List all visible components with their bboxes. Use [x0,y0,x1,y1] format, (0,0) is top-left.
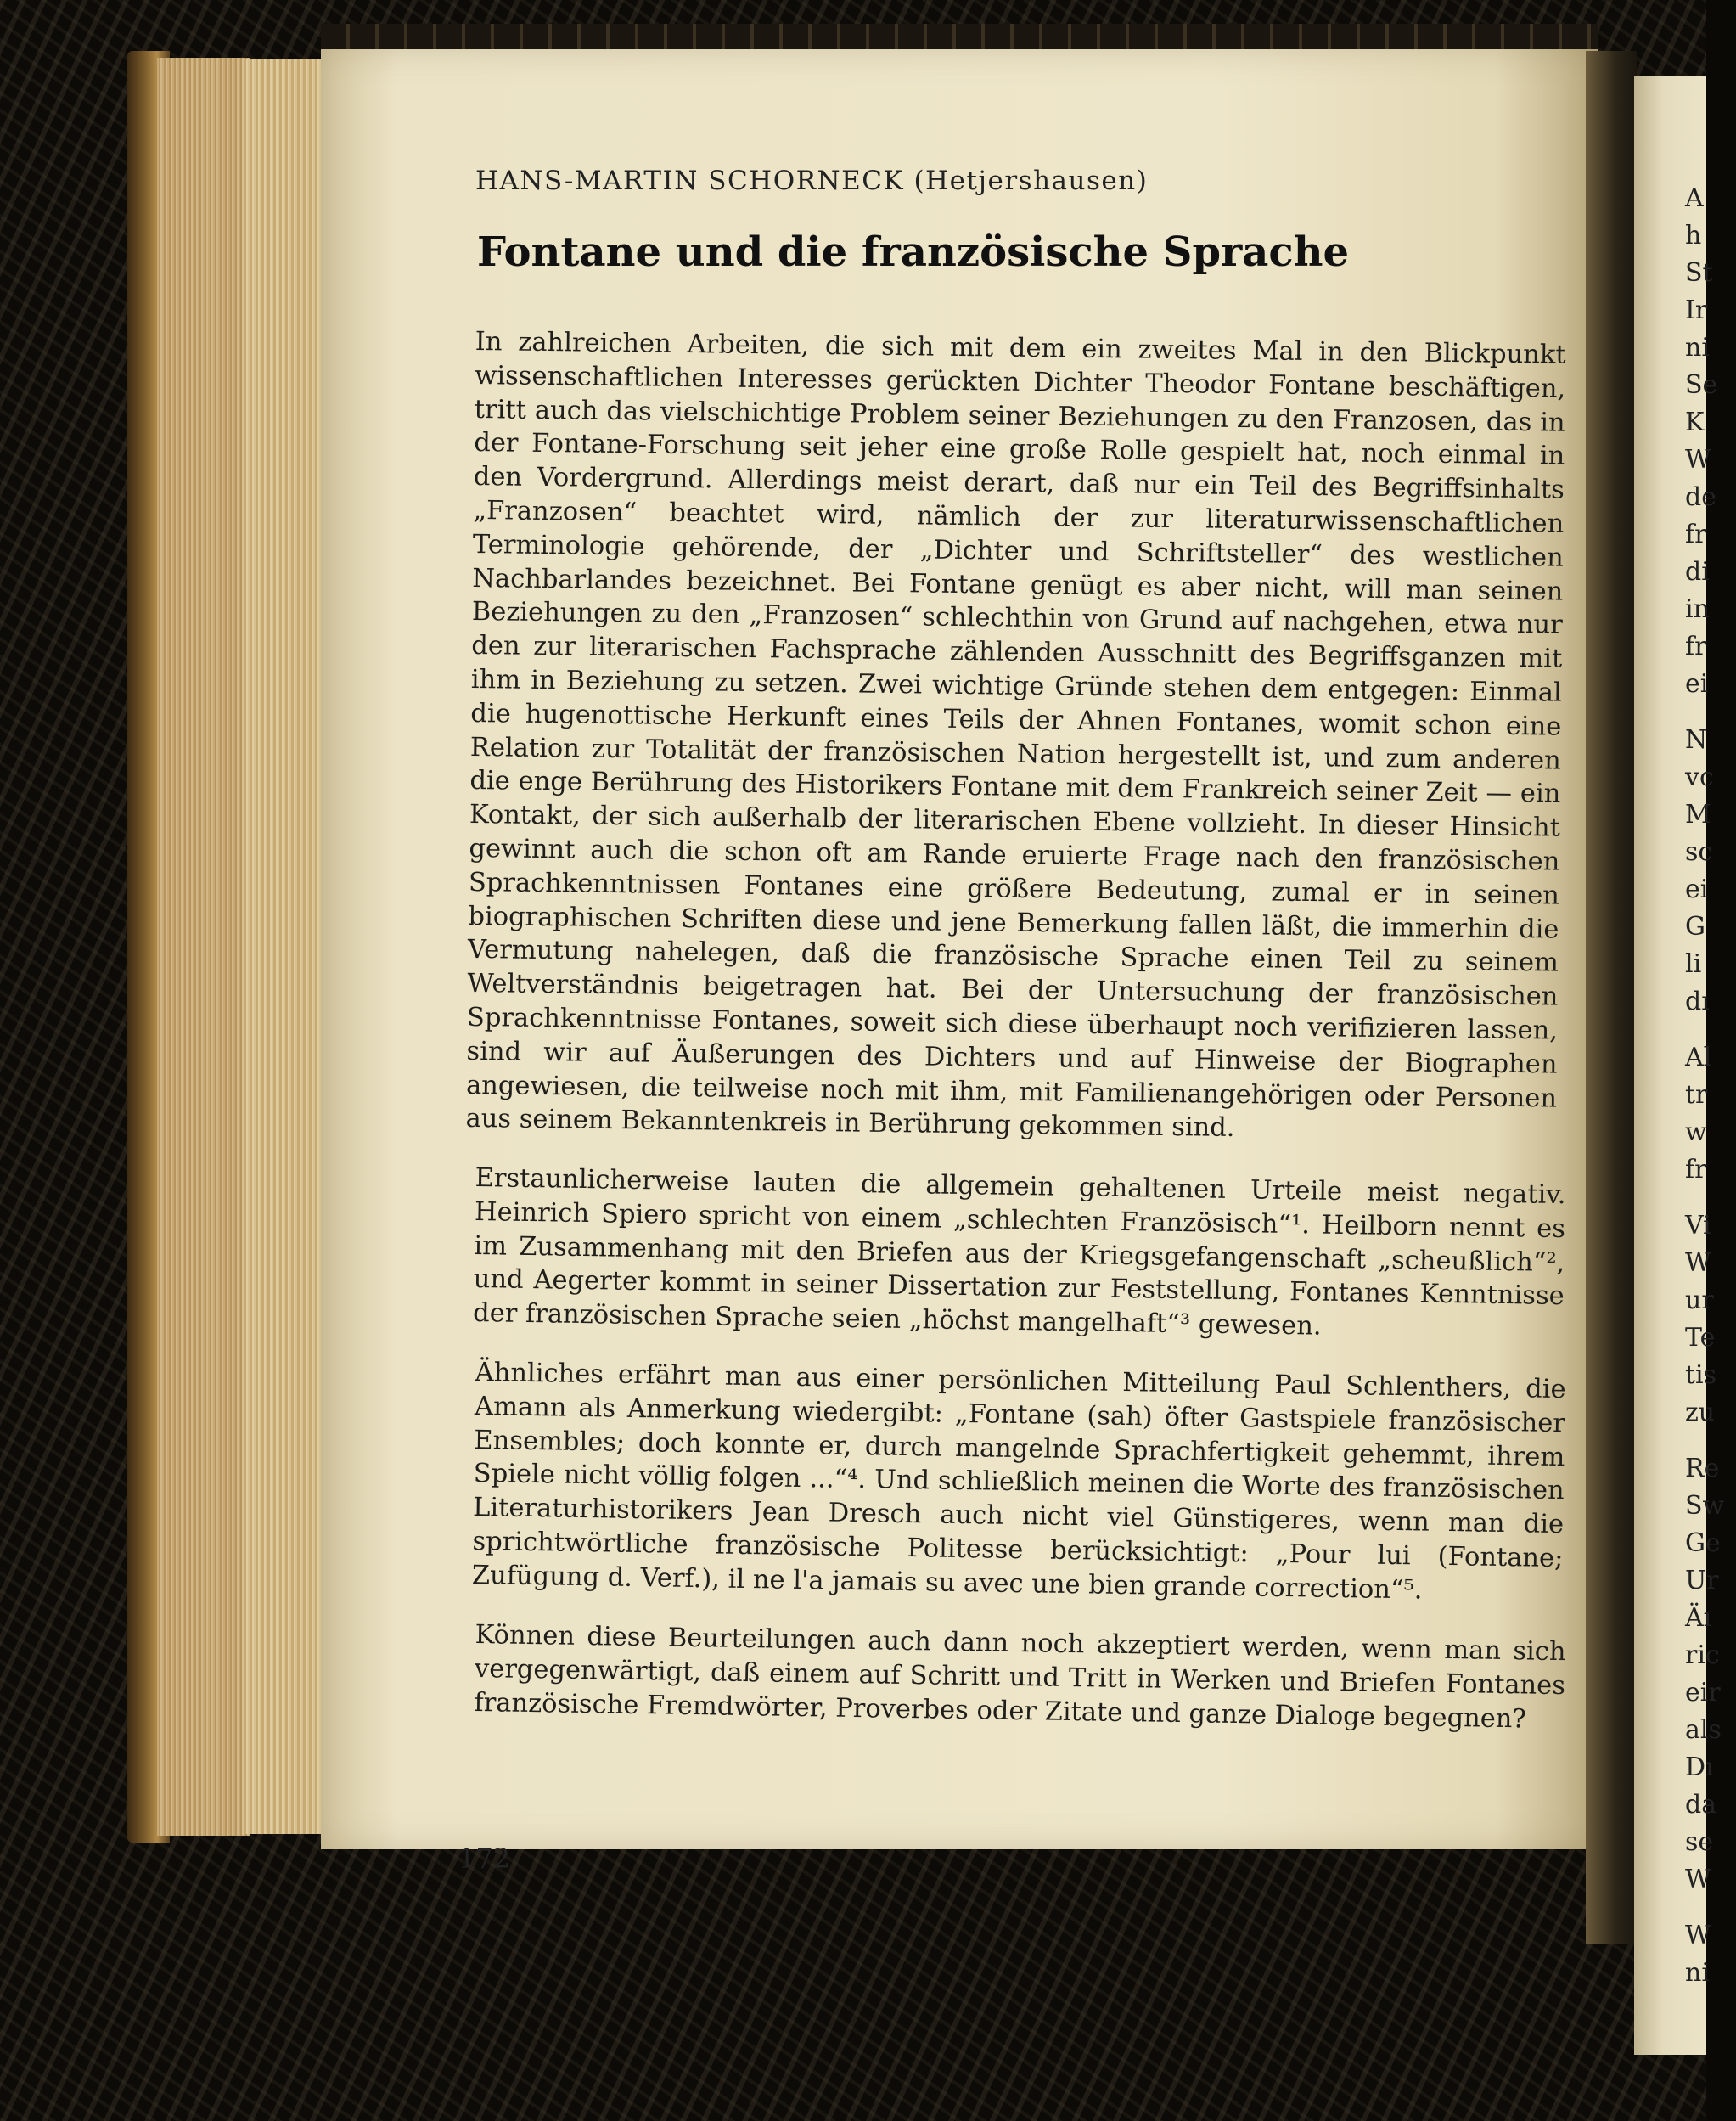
facing-line: di [1685,557,1710,587]
facing-line: N [1685,725,1708,755]
paragraph-3: Ähnliches erfährt man aus einer persönlichen Mitteilung Paul Schlenthers, die Amann als Anmerkung wiedergibt: „Fontane (sah) öfter Gastspiele französischer Ensembles; doch konnte er, durch mangelnde Sprachfertigkeit gehemmt, ihrem Spiele nicht völlig folgen ...“⁴. Und schließlich meinen die Worte des französischen Literaturhistorikers Jean Dresch auch nicht viel Günstigeres, wenn man die sprichtwörtliche französische Politesse berücksichtigt: „Pour lui (Fontane; Zufügung d. Verf.), il ne l'a jamais su avec une bien grande correction“⁵. [471,1358,1566,1606]
page-stack-edge-inner [242,59,327,1834]
facing-line: dı [1685,987,1710,1016]
facing-line: de [1685,482,1716,512]
page-number: 172 [458,1843,511,1875]
facing-line: zu [1685,1398,1716,1427]
author-line: HANS-MARTIN SCHORNECK (Hetjershausen) [475,166,1149,196]
facing-line: eir [1685,1678,1721,1707]
article-title: Fontane und die französische Sprache [477,228,1350,276]
facing-line: ei [1685,875,1709,904]
facing-line: ni [1685,333,1710,363]
page-stack-edge [157,58,250,1836]
facing-line: tr [1685,1080,1708,1110]
facing-line: Al [1685,1043,1712,1072]
facing-line: in [1685,594,1710,624]
facing-line [1685,1899,1736,1917]
facing-line: Sw [1685,1491,1725,1521]
facing-line: W [1685,1865,1711,1894]
facing-line: w [1685,1117,1707,1147]
facing-line: Ge [1685,1528,1721,1558]
facing-line: Dı [1685,1752,1714,1782]
facing-page-text [1685,180,1736,1992]
paragraph-2: Erstaunlicherweise lauten die allgemein gehaltenen Urteile meist negativ. Heinrich Spiero spricht von einem „schlechten Französisch“¹. Heilborn nennt es im Zusammenhang mit den Briefen aus der Kriegsgefangenschaft „scheußlich“², und Aegerter kommt in seiner Dissertation zur Feststellung, Fontanes Kenntnisse der französischen Sprache seien „höchst mangelhaft“³ gewesen. [472,1163,1566,1342]
facing-line: M [1685,800,1711,830]
facing-line: K [1685,408,1705,437]
gutter-shadow [1586,51,1637,1944]
facing-line [1685,703,1736,722]
facing-line: W [1685,445,1711,475]
facing-line: se [1685,1827,1714,1857]
facing-line: fr [1685,632,1707,661]
paragraph-4: Können diese Beurteilungen auch dann noch akzeptiert werden, wenn man sich vergegenwärtigt, daß einem auf Schritt und Tritt in Werken und Briefen Fontanes französische Fremdwörter, Proverbes oder Zitate und ganze Dialoge begegnen? [474,1619,1566,1734]
facing-line: Se [1685,370,1718,400]
facing-line: ni [1685,1958,1710,1988]
facing-line: sc [1685,837,1713,867]
facing-line: W [1685,1248,1711,1278]
facing-line: Ur [1685,1566,1719,1595]
facing-line: Vi [1685,1211,1711,1241]
facing-line: Äı [1685,1603,1712,1633]
paragraph-1: In zahlreichen Arbeiten, die sich mit dem ein zweites Mal in den Blickpunkt wissenschaftlichen Interesses gerückten Dichter Theodor Fontane beschäftigen, tritt auch das vielschichtige Problem seiner Beziehungen zu den Franzosen, das in der Fontane-Forschung seit jeher eine große Rolle gespielt hat, noch einmal in den Vordergrund. Allerdings meist derart, daß nur ein Teil des Begriffsinhalts „Franzosen“ beachtet wird, nämlich der zur literaturwissenschaftlichen Terminologie gehörende, der „Dichter und Schriftsteller“ des westlichen Nachbarlandes bezeichnet. Bei Fontane genügt es aber nicht, will man seinen Beziehungen zu den „Franzosen“ schlechthin von Grund auf nachgehen, etwa nur den zur literarischen Fachsprache zählenden Ausschnitt des Begriffsganzen mit ihm in Beziehung zu setzen. Zwei wichtige Gründe stehen dem entgegen: Einmal die hugenottische Herkunft eines Teils der Ahnen Fontanes, womit schon eine Relation zur Totalität der französischen Nation hergestellt ist, und zum anderen die enge Berührung des Historikers Fontane mit dem Frankreich seiner Zeit — ein Kontakt, der sich außerhalb der literarischen Ebene vollzieht. In dieser Hinsicht gewinnt auch die schon oft am Rande eruierte Frage nach den französischen Sprachkenntnissen Fontanes eine größere Bedeutung, zumal er in seinen biographischen Schriften diese und jene Bemerkung fallen läßt, die immerhin die Vermutung nahelegen, daß die französische Sprache einen Teil zu seinem Weltverständnis beigetragen hat. Bei der Untersuchung der französischen Sprachkenntnisse Fontanes, soweit sich diese überhaupt noch verifizieren lassen, sind wir auf Äußerungen des Dichters und auf Hinweise der Biographen angewiesen, die teilweise noch mit ihm, mit Familienangehörigen oder Personen aus seinem Bekanntenkreis in Berührung gekommen sind. [465,326,1566,1144]
facing-line: W [1685,1921,1711,1950]
facing-line: ei [1685,669,1709,699]
book-top-edge [321,24,1598,51]
facing-line: fr [1685,1155,1707,1184]
article [465,166,1566,1745]
facing-line: li [1685,949,1702,979]
facing-line [1685,1432,1736,1450]
facing-line [1685,1021,1736,1039]
facing-line: fr [1685,520,1707,549]
facing-line [1685,1189,1736,1207]
facing-line: Ir [1685,295,1708,325]
facing-line: da [1685,1790,1717,1820]
facing-line: vc [1685,762,1714,792]
facing-line: A [1685,183,1704,213]
facing-line: St [1685,258,1713,288]
facing-line: ric [1685,1640,1720,1670]
facing-line: Te [1685,1323,1716,1353]
facing-line: als [1685,1715,1722,1745]
facing-line: h [1685,221,1702,250]
facing-line: G [1685,912,1705,942]
facing-line: ur [1685,1286,1714,1315]
facing-line: Re [1685,1454,1720,1483]
facing-line: tis [1685,1360,1717,1390]
